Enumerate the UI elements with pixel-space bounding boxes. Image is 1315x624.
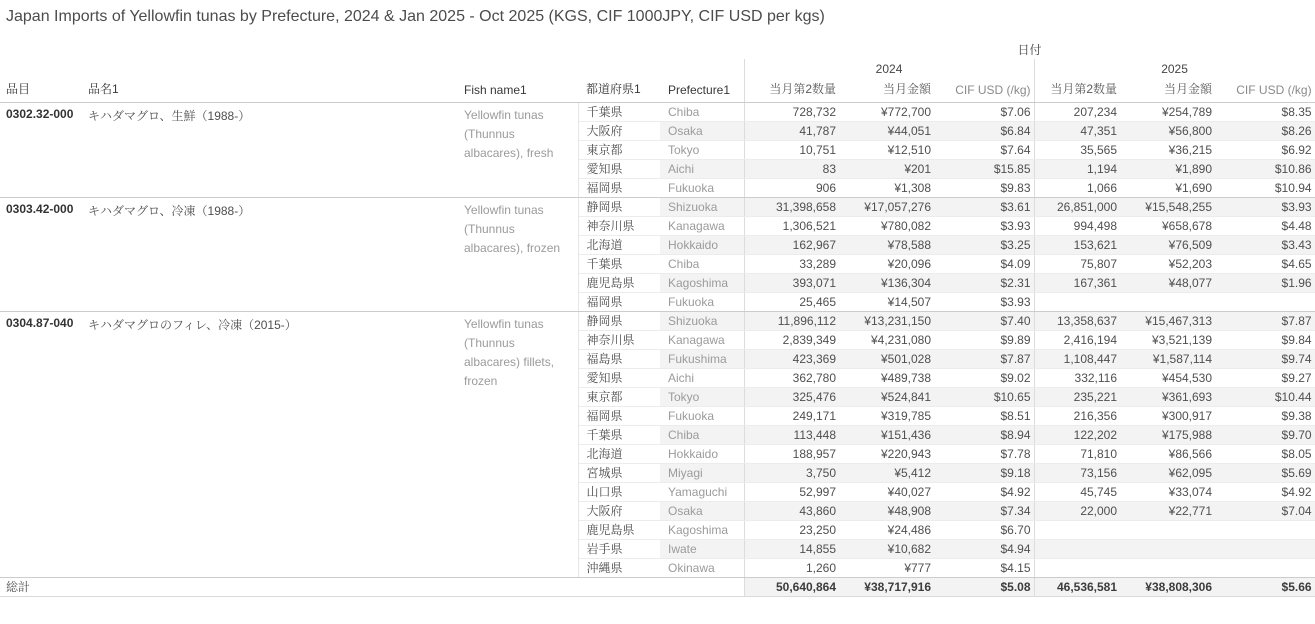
value-cell: $8.51 [934, 406, 1034, 425]
value-cell: ¥76,509 [1120, 235, 1215, 254]
value-cell: ¥220,943 [839, 444, 934, 463]
value-cell: ¥361,693 [1120, 387, 1215, 406]
value-cell: 994,498 [1034, 216, 1120, 235]
value-cell: $7.06 [934, 102, 1034, 121]
value-cell: $8.94 [934, 425, 1034, 444]
value-cell: $10.94 [1215, 178, 1315, 197]
value-cell: ¥78,588 [839, 235, 934, 254]
table-row [0, 102, 1315, 121]
prefecture-jp-cell: 千葉県 [578, 425, 660, 444]
value-cell: 122,202 [1034, 425, 1120, 444]
prefecture-jp-cell: 北海道 [578, 235, 660, 254]
value-cell: ¥56,800 [1120, 121, 1215, 140]
value-cell: ¥501,028 [839, 349, 934, 368]
value-cell: $4.92 [1215, 482, 1315, 501]
column-header-cif-2025: CIF USD (/kg) [1215, 79, 1315, 102]
value-cell: ¥489,738 [839, 368, 934, 387]
value-cell: $4.94 [934, 539, 1034, 558]
value-cell: $9.89 [934, 330, 1034, 349]
prefecture-jp-cell: 千葉県 [578, 102, 660, 121]
value-cell [1215, 539, 1315, 558]
value-cell: 1,194 [1034, 159, 1120, 178]
column-header-prefecture-jp: 都道府県1 [578, 79, 660, 102]
value-cell: 207,234 [1034, 102, 1120, 121]
value-cell: $8.35 [1215, 102, 1315, 121]
value-cell: $7.87 [1215, 311, 1315, 330]
value-cell [1034, 520, 1120, 539]
value-cell: ¥12,510 [839, 140, 934, 159]
prefecture-jp-cell: 東京都 [578, 387, 660, 406]
value-cell: $7.87 [934, 349, 1034, 368]
value-cell: 162,967 [744, 235, 839, 254]
value-cell: $5.69 [1215, 463, 1315, 482]
value-cell: 75,807 [1034, 254, 1120, 273]
value-cell: $1.96 [1215, 273, 1315, 292]
value-cell: 216,356 [1034, 406, 1120, 425]
value-cell: 13,358,637 [1034, 311, 1120, 330]
date-field-label: 日付 [1017, 42, 1042, 57]
value-cell: ¥3,521,139 [1120, 330, 1215, 349]
item-name-jp-cell: キハダマグロ、生鮮（1988-） [83, 102, 460, 197]
imports-table [0, 39, 1315, 597]
value-cell: $3.61 [934, 197, 1034, 216]
value-cell: 1,066 [1034, 178, 1120, 197]
value-cell: $8.05 [1215, 444, 1315, 463]
value-cell: ¥4,231,080 [839, 330, 934, 349]
prefecture-en-cell: Kagoshima [660, 273, 744, 292]
value-cell: ¥1,587,114 [1120, 349, 1215, 368]
value-cell: ¥86,566 [1120, 444, 1215, 463]
value-cell: ¥1,690 [1120, 178, 1215, 197]
value-cell: 43,860 [744, 501, 839, 520]
item-name-jp-cell: キハダマグロ、冷凍（1988-） [83, 197, 460, 311]
value-cell: $4.15 [934, 558, 1034, 577]
prefecture-en-cell: Kagoshima [660, 520, 744, 539]
value-cell [1120, 558, 1215, 577]
column-header-qty-2025: 当月第2数量 [1034, 79, 1120, 102]
value-cell: ¥524,841 [839, 387, 934, 406]
prefecture-en-cell: Chiba [660, 425, 744, 444]
prefecture-jp-cell: 山口県 [578, 482, 660, 501]
value-cell: 22,000 [1034, 501, 1120, 520]
value-cell: ¥36,215 [1120, 140, 1215, 159]
value-cell: ¥201 [839, 159, 934, 178]
value-cell: ¥300,917 [1120, 406, 1215, 425]
value-cell: 1,108,447 [1034, 349, 1120, 368]
item-code-cell: 0302.32-000 [0, 102, 83, 197]
value-cell: 906 [744, 178, 839, 197]
value-cell: ¥24,486 [839, 520, 934, 539]
prefecture-en-cell: Fukuoka [660, 406, 744, 425]
value-cell: 25,465 [744, 292, 839, 311]
value-cell: $7.78 [934, 444, 1034, 463]
item-name-jp-cell: キハダマグロのフィレ、冷凍（2015-） [83, 311, 460, 577]
value-cell: $4.09 [934, 254, 1034, 273]
prefecture-jp-cell: 岩手県 [578, 539, 660, 558]
value-cell [1034, 558, 1120, 577]
prefecture-en-cell: Okinawa [660, 558, 744, 577]
value-cell: 2,839,349 [744, 330, 839, 349]
value-cell: $10.44 [1215, 387, 1315, 406]
value-cell: 3,750 [744, 463, 839, 482]
value-cell: ¥48,908 [839, 501, 934, 520]
column-header-amount-2024: 当月金額 [839, 79, 934, 102]
value-cell [1215, 558, 1315, 577]
value-cell: $9.70 [1215, 425, 1315, 444]
value-cell: $9.38 [1215, 406, 1315, 425]
value-cell: 73,156 [1034, 463, 1120, 482]
value-cell: $4.48 [1215, 216, 1315, 235]
value-cell: $4.92 [934, 482, 1034, 501]
prefecture-en-cell: Tokyo [660, 140, 744, 159]
grand-total-row [0, 577, 1315, 596]
value-cell: ¥15,548,255 [1120, 197, 1215, 216]
value-cell [1034, 539, 1120, 558]
item-code-cell: 0304.87-040 [0, 311, 83, 577]
value-cell: $2.31 [934, 273, 1034, 292]
year-header-row [0, 59, 1315, 79]
prefecture-en-cell: Iwate [660, 539, 744, 558]
prefecture-en-cell: Osaka [660, 121, 744, 140]
value-cell: ¥14,507 [839, 292, 934, 311]
value-cell: $7.34 [934, 501, 1034, 520]
prefecture-jp-cell: 神奈川県 [578, 216, 660, 235]
value-cell: 249,171 [744, 406, 839, 425]
grand-total-value-cell: ¥38,808,306 [1120, 577, 1215, 596]
value-cell: 45,745 [1034, 482, 1120, 501]
table-row [0, 197, 1315, 216]
grand-total-value-cell: 46,536,581 [1034, 577, 1120, 596]
prefecture-en-cell: Aichi [660, 368, 744, 387]
value-cell: $4.65 [1215, 254, 1315, 273]
value-cell: ¥136,304 [839, 273, 934, 292]
value-cell: 35,565 [1034, 140, 1120, 159]
prefecture-en-cell: Chiba [660, 102, 744, 121]
value-cell: 41,787 [744, 121, 839, 140]
value-cell: $3.93 [934, 216, 1034, 235]
value-cell: ¥5,412 [839, 463, 934, 482]
value-cell: 393,071 [744, 273, 839, 292]
value-cell: 10,751 [744, 140, 839, 159]
prefecture-jp-cell: 東京都 [578, 140, 660, 159]
value-cell: 33,289 [744, 254, 839, 273]
prefecture-jp-cell: 福岡県 [578, 406, 660, 425]
value-cell: ¥17,057,276 [839, 197, 934, 216]
prefecture-jp-cell: 北海道 [578, 444, 660, 463]
value-cell: ¥1,890 [1120, 159, 1215, 178]
value-cell: ¥15,467,313 [1120, 311, 1215, 330]
value-cell [1215, 292, 1315, 311]
value-cell: ¥777 [839, 558, 934, 577]
header-spacer [0, 39, 744, 59]
value-cell: 1,260 [744, 558, 839, 577]
value-cell: 325,476 [744, 387, 839, 406]
value-cell: $10.86 [1215, 159, 1315, 178]
value-cell: $7.04 [1215, 501, 1315, 520]
column-header-item-name: 品名1 [83, 79, 460, 102]
prefecture-en-cell: Kanagawa [660, 330, 744, 349]
grand-total-value-cell: ¥38,717,916 [839, 577, 934, 596]
year-2025-label: 2025 [1034, 59, 1315, 79]
prefecture-en-cell: Aichi [660, 159, 744, 178]
prefecture-jp-cell: 福島県 [578, 349, 660, 368]
value-cell: 47,351 [1034, 121, 1120, 140]
value-cell: ¥151,436 [839, 425, 934, 444]
prefecture-jp-cell: 宮城県 [578, 463, 660, 482]
prefecture-en-cell: Fukuoka [660, 178, 744, 197]
value-cell: 83 [744, 159, 839, 178]
value-cell: ¥20,096 [839, 254, 934, 273]
grand-total-value-cell: $5.08 [934, 577, 1034, 596]
value-cell: 235,221 [1034, 387, 1120, 406]
value-cell: ¥1,308 [839, 178, 934, 197]
prefecture-jp-cell: 大阪府 [578, 501, 660, 520]
column-header-item-code: 品目 [0, 79, 83, 102]
value-cell: ¥319,785 [839, 406, 934, 425]
value-cell: ¥175,988 [1120, 425, 1215, 444]
value-cell: $7.64 [934, 140, 1034, 159]
prefecture-jp-cell: 福岡県 [578, 292, 660, 311]
prefecture-jp-cell: 沖縄県 [578, 558, 660, 577]
prefecture-en-cell: Kanagawa [660, 216, 744, 235]
value-cell [1215, 520, 1315, 539]
value-cell: 11,896,112 [744, 311, 839, 330]
value-cell: ¥254,789 [1120, 102, 1215, 121]
fish-name-cell: Yellowfin tunas (Thunnus albacares), frozen [460, 197, 578, 311]
fish-name-cell: Yellowfin tunas (Thunnus albacares) fillets, frozen [460, 311, 578, 577]
header-spacer [0, 59, 744, 79]
prefecture-en-cell: Hokkaido [660, 444, 744, 463]
value-cell: 362,780 [744, 368, 839, 387]
value-cell: 1,306,521 [744, 216, 839, 235]
value-cell: $15.85 [934, 159, 1034, 178]
value-cell: ¥52,203 [1120, 254, 1215, 273]
value-cell [1120, 539, 1215, 558]
prefecture-en-cell: Hokkaido [660, 235, 744, 254]
prefecture-jp-cell: 福岡県 [578, 178, 660, 197]
value-cell: 332,116 [1034, 368, 1120, 387]
value-cell: $3.93 [1215, 197, 1315, 216]
grand-total-label: 総計 [0, 577, 744, 596]
value-cell: $10.65 [934, 387, 1034, 406]
value-cell: 153,621 [1034, 235, 1120, 254]
value-cell: $6.70 [934, 520, 1034, 539]
prefecture-jp-cell: 静岡県 [578, 197, 660, 216]
value-cell: 52,997 [744, 482, 839, 501]
value-cell: $3.43 [1215, 235, 1315, 254]
value-cell: ¥780,082 [839, 216, 934, 235]
value-cell: ¥13,231,150 [839, 311, 934, 330]
value-cell: $3.25 [934, 235, 1034, 254]
year-2024-label: 2024 [744, 59, 1034, 79]
fish-name-cell: Yellowfin tunas (Thunnus albacares), fresh [460, 102, 578, 197]
value-cell: 2,416,194 [1034, 330, 1120, 349]
value-cell: 31,398,658 [744, 197, 839, 216]
value-cell: 188,957 [744, 444, 839, 463]
value-cell: ¥40,027 [839, 482, 934, 501]
value-cell: $3.93 [934, 292, 1034, 311]
value-cell: ¥33,074 [1120, 482, 1215, 501]
value-cell: 26,851,000 [1034, 197, 1120, 216]
value-cell [1120, 520, 1215, 539]
value-cell: 423,369 [744, 349, 839, 368]
grand-total-value-cell: $5.66 [1215, 577, 1315, 596]
value-cell: $9.27 [1215, 368, 1315, 387]
prefecture-jp-cell: 神奈川県 [578, 330, 660, 349]
prefecture-jp-cell: 鹿児島県 [578, 520, 660, 539]
date-header-row [0, 39, 1315, 59]
grand-total-value-cell: 50,640,864 [744, 577, 839, 596]
value-cell: $9.84 [1215, 330, 1315, 349]
value-cell [1034, 292, 1120, 311]
value-cell: $9.02 [934, 368, 1034, 387]
value-cell: ¥772,700 [839, 102, 934, 121]
value-cell: $6.84 [934, 121, 1034, 140]
table-row [0, 311, 1315, 330]
prefecture-en-cell: Fukuoka [660, 292, 744, 311]
report-title: Japan Imports of Yellowfin tunas by Prefecture, 2024 & Jan 2025 - Oct 2025 (KGS, CIF 1000JPY, CIF USD per kgs) [6, 8, 825, 25]
column-header-qty-2024: 当月第2数量 [744, 79, 839, 102]
column-header-prefecture-en: Prefecture1 [660, 79, 744, 102]
value-cell: ¥48,077 [1120, 273, 1215, 292]
column-header-amount-2025: 当月金額 [1120, 79, 1215, 102]
prefecture-jp-cell: 鹿児島県 [578, 273, 660, 292]
prefecture-en-cell: Shizuoka [660, 311, 744, 330]
prefecture-en-cell: Chiba [660, 254, 744, 273]
prefecture-jp-cell: 愛知県 [578, 368, 660, 387]
value-cell: 167,361 [1034, 273, 1120, 292]
prefecture-jp-cell: 愛知県 [578, 159, 660, 178]
item-code-cell: 0303.42-000 [0, 197, 83, 311]
prefecture-jp-cell: 静岡県 [578, 311, 660, 330]
prefecture-en-cell: Tokyo [660, 387, 744, 406]
value-cell: 23,250 [744, 520, 839, 539]
value-cell: ¥62,095 [1120, 463, 1215, 482]
value-cell: $7.40 [934, 311, 1034, 330]
column-header-row [0, 79, 1315, 102]
prefecture-jp-cell: 大阪府 [578, 121, 660, 140]
value-cell: 728,732 [744, 102, 839, 121]
prefecture-jp-cell: 千葉県 [578, 254, 660, 273]
value-cell: $9.18 [934, 463, 1034, 482]
value-cell: $9.83 [934, 178, 1034, 197]
value-cell: ¥454,530 [1120, 368, 1215, 387]
value-cell: 71,810 [1034, 444, 1120, 463]
column-header-cif-2024: CIF USD (/kg) [934, 79, 1034, 102]
column-header-fish-name: Fish name1 [460, 79, 578, 102]
prefecture-en-cell: Shizuoka [660, 197, 744, 216]
prefecture-en-cell: Osaka [660, 501, 744, 520]
prefecture-en-cell: Yamaguchi [660, 482, 744, 501]
prefecture-en-cell: Fukushima [660, 349, 744, 368]
value-cell: $8.26 [1215, 121, 1315, 140]
value-cell: 113,448 [744, 425, 839, 444]
value-cell: $6.92 [1215, 140, 1315, 159]
prefecture-en-cell: Miyagi [660, 463, 744, 482]
value-cell: ¥22,771 [1120, 501, 1215, 520]
value-cell: ¥658,678 [1120, 216, 1215, 235]
value-cell [1120, 292, 1215, 311]
value-cell: 14,855 [744, 539, 839, 558]
value-cell: $9.74 [1215, 349, 1315, 368]
value-cell: ¥10,682 [839, 539, 934, 558]
value-cell: ¥44,051 [839, 121, 934, 140]
